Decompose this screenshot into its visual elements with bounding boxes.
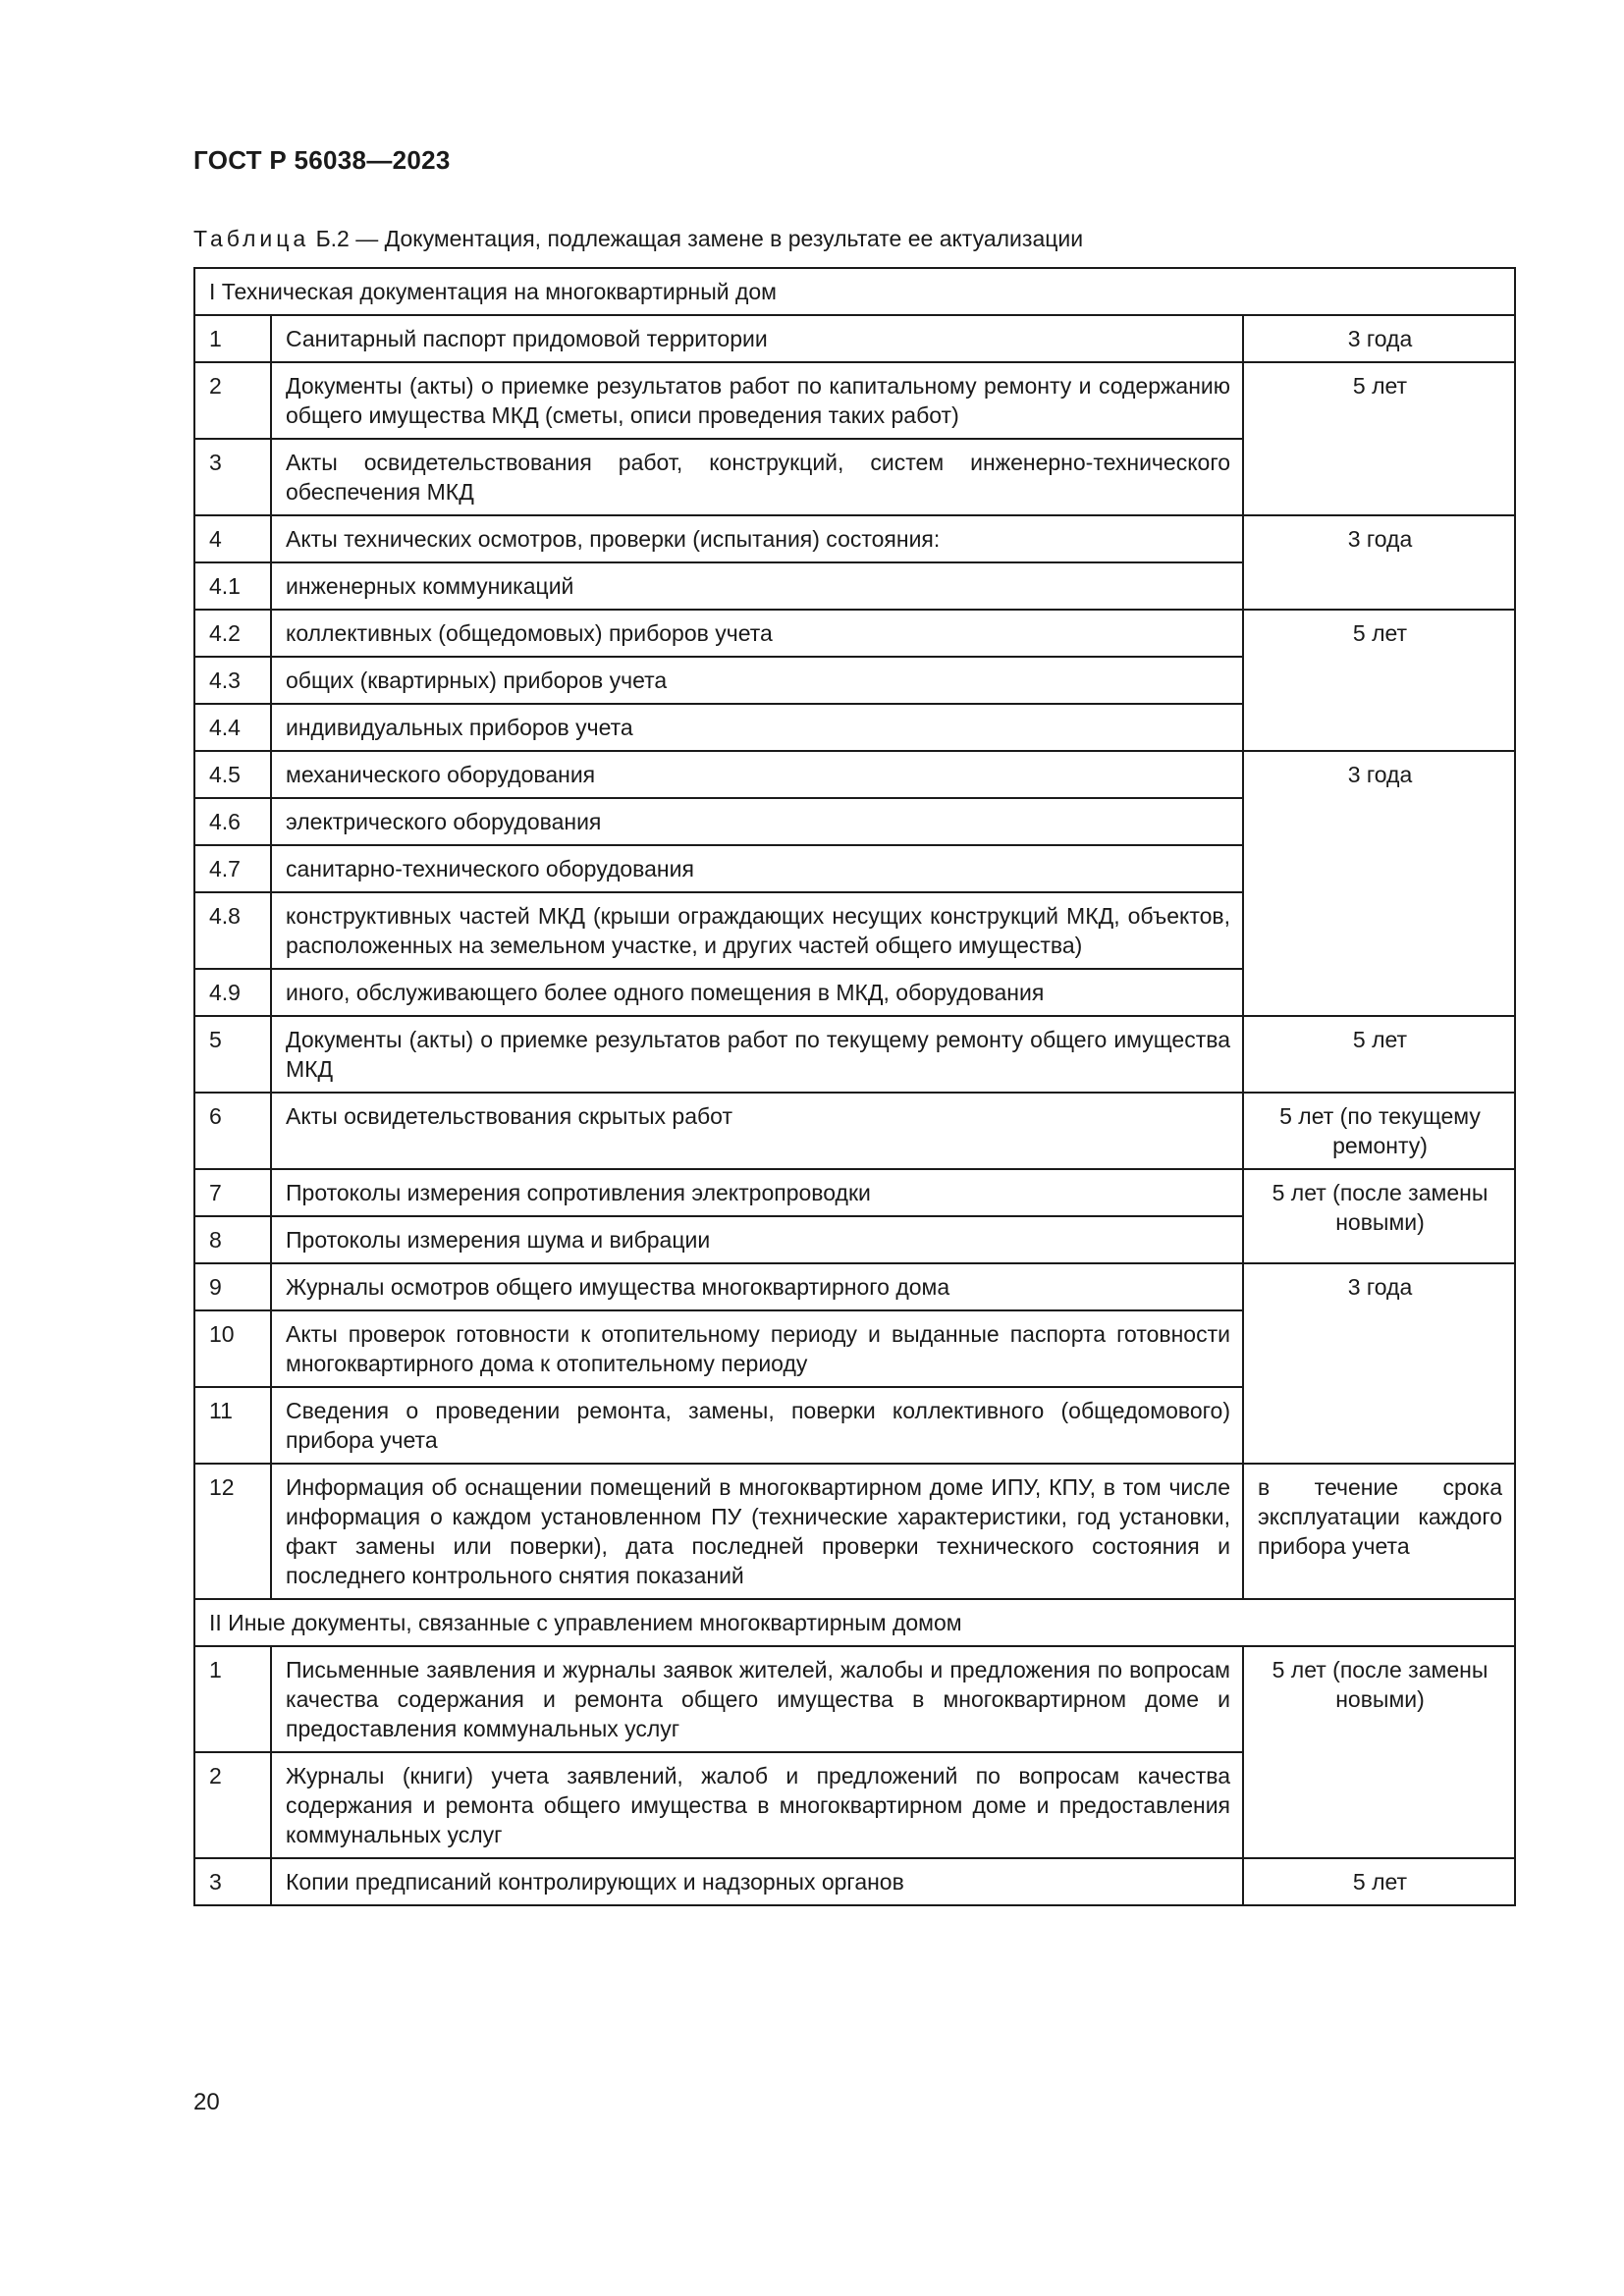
row-description: Акты освидетельствования работ, конструкций, систем инженерно-технического обеспечения МКД [271,439,1243,515]
row-number: 3 [194,439,271,515]
row-retention-term: в течение срока эксплуатации каждого прибора учета [1243,1464,1515,1599]
row-description: Письменные заявления и журналы заявок жителей, жалобы и предложения по вопросам качества содержания и ремонта общего имущества в многоквартирном доме и предоставления коммунальных услуг [271,1646,1243,1752]
row-description: Протоколы измерения шума и вибрации [271,1216,1243,1263]
row-number: 4 [194,515,271,562]
row-number: 1 [194,1646,271,1752]
row-retention-term: 3 года [1243,1263,1515,1464]
row-number: 4.9 [194,969,271,1016]
row-description: Протоколы измерения сопротивления электропроводки [271,1169,1243,1216]
row-description: коллективных (общедомовых) приборов учета [271,610,1243,657]
row-description: Акты проверок готовности к отопительному периоду и выданные паспорта готовности многоквартирного дома к отопительному периоду [271,1310,1243,1387]
row-number: 4.7 [194,845,271,892]
row-description: электрического оборудования [271,798,1243,845]
row-description: Документы (акты) о приемке результатов работ по текущему ремонту общего имущества МКД [271,1016,1243,1093]
row-number: 4.1 [194,562,271,610]
row-number: 4.2 [194,610,271,657]
row-description: инженерных коммуникаций [271,562,1243,610]
row-number: 2 [194,362,271,439]
row-description: конструктивных частей МКД (крыши ограждающих несущих конструкций МКД, объектов, расположенных на земельном участке, и других частей общего имущества) [271,892,1243,969]
row-number: 7 [194,1169,271,1216]
row-description: Акты освидетельствования скрытых работ [271,1093,1243,1169]
table-row [194,1263,1515,1310]
row-number: 8 [194,1216,271,1263]
row-number: 5 [194,1016,271,1093]
row-retention-term: 5 лет (после замены новыми) [1243,1646,1515,1858]
table-row [194,1646,1515,1752]
table-row [194,515,1515,562]
row-description: Журналы осмотров общего имущества многоквартирного дома [271,1263,1243,1310]
row-number: 9 [194,1263,271,1310]
table-row [194,1093,1515,1169]
table-row [194,1464,1515,1599]
row-retention-term: 5 лет [1243,610,1515,751]
row-number: 4.8 [194,892,271,969]
row-description: общих (квартирных) приборов учета [271,657,1243,704]
row-description: индивидуальных приборов учета [271,704,1243,751]
table-row [194,610,1515,657]
row-description: Журналы (книги) учета заявлений, жалоб и предложений по вопросам качества содержания и ремонта общего имущества в многоквартирном доме и предоставления коммунальных услуг [271,1752,1243,1858]
row-description: Информация об оснащении помещений в многоквартирном доме ИПУ, КПУ, в том числе информация о каждом установленном ПУ (технические характеристики, год установки, факт замены или поверки), дата последней проверки технического состояния и последнего контрольного снятия показаний [271,1464,1243,1599]
section-header-row [194,1599,1515,1646]
row-number: 6 [194,1093,271,1169]
table-row [194,362,1515,439]
section-title: I Техническая документация на многоквартирный дом [194,268,1515,315]
documentation-table [193,267,1516,1906]
row-number: 4.5 [194,751,271,798]
row-description: иного, обслуживающего более одного помещения в МКД, оборудования [271,969,1243,1016]
row-description: Акты технических осмотров, проверки (испытания) состояния: [271,515,1243,562]
section-title: II Иные документы, связанные с управлением многоквартирным домом [194,1599,1515,1646]
table-caption-label: Таблица [193,226,310,251]
table-row [194,1169,1515,1216]
row-retention-term: 5 лет [1243,1858,1515,1905]
row-number: 4.4 [194,704,271,751]
section-header-row [194,268,1515,315]
row-description: санитарно-технического оборудования [271,845,1243,892]
row-retention-term: 5 лет (по текущему ремонту) [1243,1093,1515,1169]
row-description: Копии предписаний контролирующих и надзорных органов [271,1858,1243,1905]
table-caption [193,226,1083,252]
row-retention-term: 3 года [1243,515,1515,610]
row-description: Документы (акты) о приемке результатов работ по капитальному ремонту и содержанию общего имущества МКД (сметы, описи проведения таких работ) [271,362,1243,439]
row-number: 4.3 [194,657,271,704]
document-standard-header: ГОСТ Р 56038—2023 [193,145,451,175]
page-number: 20 [193,2089,220,2115]
row-number: 1 [194,315,271,362]
row-description: Санитарный паспорт придомовой территории [271,315,1243,362]
table-caption-text: Б.2 — Документация, подлежащая замене в результате ее актуализации [315,226,1084,251]
table-row [194,1016,1515,1093]
table-row [194,1858,1515,1905]
row-retention-term: 5 лет [1243,1016,1515,1093]
table-row [194,315,1515,362]
row-number: 10 [194,1310,271,1387]
row-number: 12 [194,1464,271,1599]
row-retention-term: 3 года [1243,751,1515,1016]
row-retention-term: 3 года [1243,315,1515,362]
row-number: 4.6 [194,798,271,845]
table-row [194,751,1515,798]
row-description: Сведения о проведении ремонта, замены, поверки коллективного (общедомового) прибора учета [271,1387,1243,1464]
row-number: 2 [194,1752,271,1858]
row-retention-term: 5 лет (после замены новыми) [1243,1169,1515,1263]
row-number: 11 [194,1387,271,1464]
row-number: 3 [194,1858,271,1905]
row-retention-term: 5 лет [1243,362,1515,515]
row-description: механического оборудования [271,751,1243,798]
